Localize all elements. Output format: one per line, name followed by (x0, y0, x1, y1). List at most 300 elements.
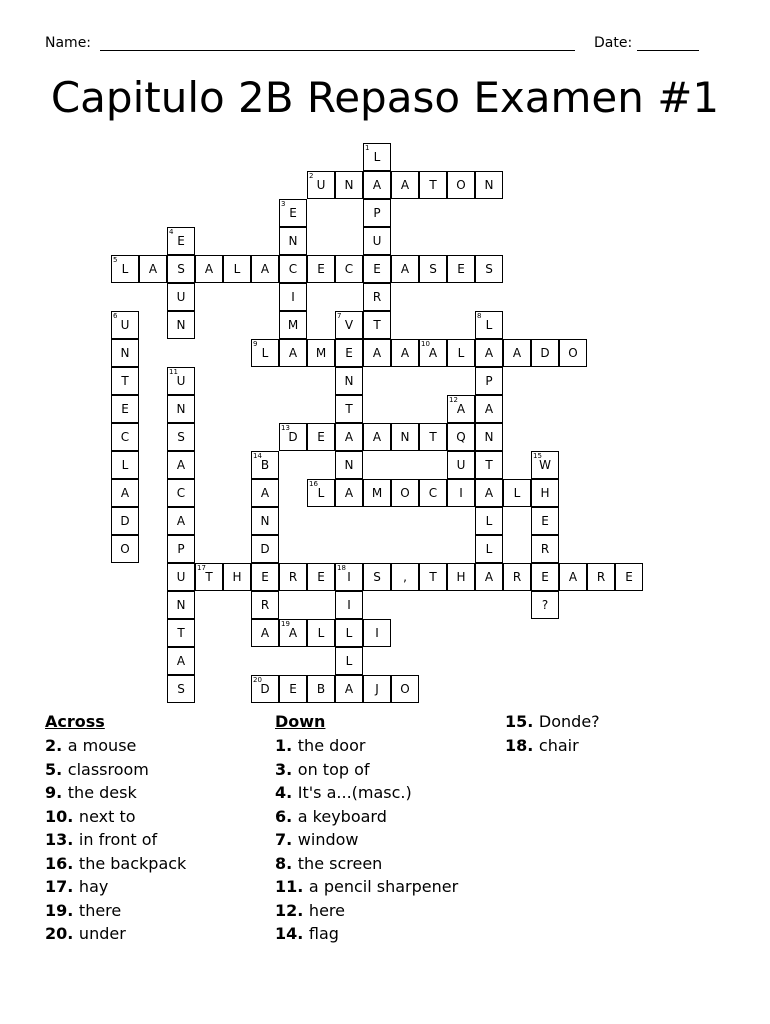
crossword-cell[interactable] (251, 507, 279, 535)
cell-letter: T (373, 318, 381, 332)
crossword-cell[interactable] (251, 255, 279, 283)
cell-letter: S (373, 570, 381, 584)
crossword-cell[interactable] (251, 479, 279, 507)
crossword-cell[interactable] (167, 255, 195, 283)
cell-letter: T (485, 458, 493, 472)
clue-text: hay (78, 877, 109, 896)
clue-num: 2. (45, 736, 68, 755)
crossword-cell[interactable] (447, 423, 475, 451)
cell-letter: C (428, 486, 438, 500)
crossword-cell[interactable] (279, 563, 307, 591)
cell-letter: Q (456, 430, 466, 444)
cell-letter: E (541, 514, 549, 528)
crossword-cell[interactable] (391, 479, 419, 507)
crossword-cell[interactable] (251, 535, 279, 563)
crossword-cell[interactable] (167, 479, 195, 507)
crossword-cell[interactable] (503, 479, 531, 507)
crossword-cell[interactable] (503, 339, 531, 367)
crossword-cell[interactable] (279, 255, 307, 283)
crossword-cell[interactable] (307, 423, 335, 451)
cell-letter: A (176, 654, 186, 668)
crossword-cell[interactable] (251, 563, 279, 591)
cell-letter: M (371, 486, 383, 500)
crossword-cell[interactable] (279, 619, 307, 647)
crossword-cell[interactable] (167, 423, 195, 451)
cell-letter: L (121, 262, 129, 276)
crossword-cell[interactable] (391, 171, 419, 199)
cell-letter: N (288, 234, 298, 248)
crossword-cell[interactable] (531, 507, 559, 535)
clue-item (275, 781, 458, 805)
cell-letter: A (400, 346, 410, 360)
crossword-cell[interactable] (167, 535, 195, 563)
clue-number: 3 (281, 200, 286, 208)
cell-letter: E (289, 682, 297, 696)
date-label: Date: (594, 35, 633, 51)
cell-letter: L (513, 486, 521, 500)
crossword-cell[interactable] (419, 423, 447, 451)
cell-letter: E (625, 570, 633, 584)
crossword-cell[interactable] (111, 451, 139, 479)
clue-num: 1. (275, 736, 298, 755)
cell-letter: N (484, 430, 494, 444)
crossword-cell[interactable] (363, 675, 391, 703)
crossword-cell[interactable] (447, 563, 475, 591)
crossword-cell[interactable] (391, 339, 419, 367)
crossword-cell[interactable] (279, 339, 307, 367)
crossword-cell[interactable] (223, 255, 251, 283)
crossword-cell[interactable] (475, 311, 503, 339)
cell-letter: N (260, 514, 270, 528)
crossword-cell[interactable] (447, 479, 475, 507)
crossword-cell[interactable] (363, 619, 391, 647)
cell-letter: I (347, 570, 351, 584)
crossword-cell[interactable] (335, 255, 363, 283)
clue-item (45, 758, 186, 782)
crossword-cell[interactable] (531, 591, 559, 619)
crossword-cell[interactable] (447, 255, 475, 283)
cell-letter: R (372, 290, 382, 304)
crossword-cell[interactable] (419, 171, 447, 199)
clue-number: 9 (253, 340, 258, 348)
crossword-cell[interactable] (475, 563, 503, 591)
crossword-cell[interactable] (587, 563, 615, 591)
cell-letter: O (400, 486, 410, 500)
cell-letter: M (287, 318, 299, 332)
crossword-cell[interactable] (111, 395, 139, 423)
crossword-cell[interactable] (391, 675, 419, 703)
cell-letter: A (120, 486, 130, 500)
cell-letter: H (540, 486, 550, 500)
cell-letter: A (512, 346, 522, 360)
down-clues-continued (505, 710, 600, 757)
cell-letter: A (484, 346, 494, 360)
crossword-cell[interactable] (335, 647, 363, 675)
crossword-cell[interactable] (475, 479, 503, 507)
cell-letter: N (176, 598, 186, 612)
crossword-cell[interactable] (419, 339, 447, 367)
crossword-cell[interactable] (363, 311, 391, 339)
clue-text: next to (78, 806, 136, 826)
cell-letter: , (403, 570, 407, 584)
clue-num: 5. (45, 759, 68, 779)
clue-number: 2 (309, 172, 314, 180)
clue-number: 18 (337, 564, 346, 572)
cell-letter: N (344, 178, 354, 192)
cell-letter: B (316, 682, 326, 696)
cell-letter: N (176, 318, 186, 332)
page-title: Capitulo 2B Repaso Examen #1 (50, 73, 720, 122)
cell-letter: E (457, 262, 465, 276)
cell-letter: T (429, 570, 437, 584)
crossword-cell[interactable] (167, 563, 195, 591)
across-clues (45, 710, 186, 946)
crossword-cell[interactable] (279, 199, 307, 227)
crossword-cell[interactable] (475, 171, 503, 199)
crossword-cell[interactable] (335, 171, 363, 199)
clue-text: classroom (67, 759, 149, 779)
clue-num: 16. (45, 853, 79, 873)
cell-letter: L (345, 626, 353, 640)
cell-letter: D (260, 682, 270, 696)
crossword-cell[interactable] (279, 423, 307, 451)
clue-item (45, 781, 186, 805)
clue-num: 18. (505, 735, 539, 755)
crossword-cell[interactable] (335, 423, 363, 451)
crossword-cell[interactable] (531, 339, 559, 367)
crossword-cell[interactable] (475, 255, 503, 283)
crossword-cell[interactable] (419, 479, 447, 507)
crossword-cell[interactable] (363, 143, 391, 171)
crossword-cell[interactable] (335, 619, 363, 647)
cell-letter: A (288, 626, 298, 640)
clue-text: the backpack (78, 853, 187, 873)
clue-item (275, 734, 458, 758)
crossword-cell[interactable] (475, 339, 503, 367)
crossword-cell[interactable] (503, 563, 531, 591)
crossword-cell[interactable] (335, 367, 363, 395)
clue-text: a mouse (67, 736, 137, 755)
cell-letter: E (317, 570, 325, 584)
cell-letter: A (484, 486, 494, 500)
cell-letter: N (400, 430, 410, 444)
cell-letter: U (176, 290, 186, 304)
cell-letter: A (176, 514, 186, 528)
crossword-cell[interactable] (475, 395, 503, 423)
clue-item (45, 875, 186, 899)
cell-letter: U (176, 374, 186, 388)
cell-letter: T (121, 374, 129, 388)
crossword-cell[interactable] (559, 563, 587, 591)
clue-item (275, 805, 458, 829)
clue-num: 4. (275, 783, 298, 802)
clue-item (45, 828, 186, 852)
clue-number: 4 (169, 228, 174, 236)
cell-letter: C (120, 430, 130, 444)
crossword-cell[interactable] (531, 479, 559, 507)
clue-number: 7 (337, 312, 342, 320)
crossword-cell[interactable] (335, 311, 363, 339)
crossword-cell[interactable] (335, 395, 363, 423)
crossword-cell[interactable] (167, 675, 195, 703)
crossword-cell[interactable] (167, 311, 195, 339)
clue-num: 3. (275, 759, 298, 779)
crossword-cell[interactable] (195, 563, 223, 591)
name-label: Name: (45, 35, 92, 51)
cell-letter: D (288, 430, 298, 444)
across-heading: Across (45, 712, 105, 731)
crossword-cell[interactable] (363, 227, 391, 255)
cell-letter: E (373, 262, 381, 276)
clue-text: in front of (78, 830, 158, 849)
crossword-cell[interactable] (419, 255, 447, 283)
clue-number: 15 (533, 452, 542, 460)
crossword-cell[interactable] (307, 563, 335, 591)
crossword-cell[interactable] (279, 675, 307, 703)
clue-num: 19. (45, 900, 79, 920)
cell-letter: A (484, 402, 494, 416)
crossword-cell[interactable] (363, 283, 391, 311)
cell-letter: M (315, 346, 327, 360)
cell-letter: A (372, 430, 382, 444)
crossword-cell[interactable] (363, 479, 391, 507)
crossword-cell[interactable] (307, 675, 335, 703)
clue-num: 20. (45, 924, 79, 943)
cell-letter: P (485, 374, 493, 388)
crossword-cell[interactable] (223, 563, 251, 591)
crossword-cell[interactable] (307, 619, 335, 647)
cell-letter: S (485, 262, 493, 276)
crossword-cell[interactable] (111, 507, 139, 535)
crossword-cell[interactable] (419, 563, 447, 591)
crossword-cell[interactable] (307, 339, 335, 367)
crossword-cell[interactable] (391, 255, 419, 283)
crossword-cell[interactable] (111, 367, 139, 395)
clue-text: It's a...(masc.) (297, 783, 412, 802)
clue-number: 14 (253, 452, 262, 460)
crossword-cell[interactable] (475, 423, 503, 451)
clue-text: under (78, 924, 126, 943)
crossword-cell[interactable] (559, 339, 587, 367)
crossword-cell[interactable] (475, 507, 503, 535)
crossword-cell[interactable] (111, 311, 139, 339)
crossword-cell[interactable] (363, 199, 391, 227)
crossword-cell[interactable] (335, 563, 363, 591)
cell-letter: U (316, 178, 326, 192)
clue-text: Donde? (538, 712, 600, 731)
clue-item (505, 734, 600, 758)
cell-letter: R (288, 570, 298, 584)
clue-text: on top of (297, 759, 370, 779)
crossword-cell[interactable] (475, 367, 503, 395)
crossword-cell[interactable] (167, 507, 195, 535)
crossword-cell[interactable] (307, 479, 335, 507)
cell-letter: A (148, 262, 158, 276)
crossword-cell[interactable] (167, 591, 195, 619)
clue-num: 13. (45, 830, 79, 849)
crossword-cell[interactable] (531, 451, 559, 479)
clue-num: 17. (45, 877, 79, 896)
crossword-cell[interactable] (615, 563, 643, 591)
cell-letter: L (345, 654, 353, 668)
crossword-cell[interactable] (251, 339, 279, 367)
clue-number: 6 (113, 312, 118, 320)
cell-letter: L (457, 346, 465, 360)
cell-letter: A (344, 430, 354, 444)
crossword-cell[interactable] (167, 367, 195, 395)
crossword-cell[interactable] (111, 423, 139, 451)
cell-letter: I (347, 598, 351, 612)
cell-letter: D (120, 514, 130, 528)
cell-letter: L (485, 514, 493, 528)
cell-letter: A (260, 486, 270, 500)
cell-letter: ? (541, 598, 549, 612)
clue-num: 11. (275, 877, 309, 896)
crossword-cell[interactable] (167, 227, 195, 255)
crossword-cell[interactable] (279, 283, 307, 311)
cell-letter: R (596, 570, 606, 584)
crossword-cell[interactable] (475, 535, 503, 563)
cell-letter: A (260, 626, 270, 640)
cell-letter: B (260, 458, 270, 472)
clue-number: 17 (197, 564, 206, 572)
cell-letter: T (177, 626, 185, 640)
cell-letter: I (459, 486, 463, 500)
crossword-cell[interactable] (279, 311, 307, 339)
crossword-cell[interactable] (111, 479, 139, 507)
cell-letter: D (540, 346, 550, 360)
clue-text: the desk (67, 783, 137, 802)
cell-letter: S (177, 430, 185, 444)
crossword-cell[interactable] (363, 339, 391, 367)
cell-letter: A (344, 486, 354, 500)
cell-letter: N (344, 374, 354, 388)
clue-item (275, 828, 458, 852)
crossword-cell[interactable] (111, 255, 139, 283)
crossword-cell[interactable] (531, 563, 559, 591)
crossword-cell[interactable] (167, 647, 195, 675)
clue-num: 12. (275, 900, 309, 920)
crossword-cell[interactable] (531, 535, 559, 563)
crossword-cell[interactable] (111, 535, 139, 563)
clue-text: window (297, 830, 359, 849)
cell-letter: L (121, 458, 129, 472)
crossword-cell[interactable] (167, 395, 195, 423)
crossword-cell[interactable] (167, 451, 195, 479)
cell-letter: L (317, 626, 325, 640)
crossword-cell[interactable] (167, 619, 195, 647)
crossword-cell[interactable] (335, 451, 363, 479)
crossword-cell[interactable] (167, 283, 195, 311)
cell-letter: U (176, 570, 186, 584)
clue-text: the door (297, 736, 366, 755)
crossword-cell[interactable] (475, 451, 503, 479)
cell-letter: O (568, 346, 578, 360)
cell-letter: E (261, 570, 269, 584)
crossword-cell[interactable] (363, 563, 391, 591)
crossword-cell[interactable] (307, 171, 335, 199)
crossword-cell[interactable] (307, 255, 335, 283)
cell-letter: A (428, 346, 438, 360)
crossword-cell[interactable] (251, 619, 279, 647)
crossword-cell[interactable] (335, 479, 363, 507)
clue-num: 14. (275, 924, 309, 943)
cell-letter: A (344, 682, 354, 696)
crossword-cell[interactable] (447, 451, 475, 479)
clue-item (275, 899, 458, 923)
crossword-cell[interactable] (447, 339, 475, 367)
cell-letter: T (345, 402, 353, 416)
cell-letter: T (429, 430, 437, 444)
clue-number: 5 (113, 256, 118, 264)
clue-item (275, 852, 458, 876)
crossword-cell[interactable] (335, 591, 363, 619)
cell-letter: A (372, 346, 382, 360)
clue-text: a pencil sharpener (308, 877, 459, 896)
down-clues (275, 710, 458, 946)
clue-text: there (78, 900, 122, 920)
cell-letter: U (456, 458, 466, 472)
crossword-cell[interactable] (447, 395, 475, 423)
clue-number: 11 (169, 368, 178, 376)
clue-text: flag (308, 924, 339, 943)
crossword-cell[interactable] (335, 339, 363, 367)
clue-text: a keyboard (297, 806, 387, 826)
cell-letter: N (484, 178, 494, 192)
cell-letter: N (344, 458, 354, 472)
crossword-cell[interactable] (391, 423, 419, 451)
cell-letter: E (541, 570, 549, 584)
clue-number: 1 (365, 144, 370, 152)
clue-item (45, 899, 186, 923)
cell-letter: L (233, 262, 241, 276)
crossword-cell[interactable] (251, 675, 279, 703)
crossword-cell[interactable] (391, 563, 419, 591)
cell-letter: A (260, 262, 270, 276)
cell-letter: E (177, 234, 185, 248)
cell-letter: P (373, 206, 381, 220)
cell-letter: D (260, 542, 270, 556)
clue-item (45, 922, 186, 946)
crossword-cell[interactable] (363, 423, 391, 451)
crossword-cell[interactable] (363, 255, 391, 283)
crossword-cell[interactable] (139, 255, 167, 283)
clue-item (45, 734, 186, 758)
clue-num: 10. (45, 806, 79, 826)
clue-num: 7. (275, 830, 298, 849)
clue-item (505, 710, 600, 734)
clue-number: 19 (281, 620, 290, 628)
crossword-cell[interactable] (111, 339, 139, 367)
cell-letter: J (375, 682, 379, 696)
crossword-cell[interactable] (335, 675, 363, 703)
clue-text: chair (538, 735, 579, 755)
cell-letter: A (288, 346, 298, 360)
cell-letter: E (121, 402, 129, 416)
cell-letter: O (120, 542, 130, 556)
crossword-cell[interactable] (195, 255, 223, 283)
cell-letter: L (485, 318, 493, 332)
cell-letter: R (512, 570, 522, 584)
clue-num: 15. (505, 712, 539, 731)
crossword-cell[interactable] (363, 171, 391, 199)
crossword-cell[interactable] (279, 227, 307, 255)
cell-letter: A (204, 262, 214, 276)
crossword-cell[interactable] (251, 591, 279, 619)
cell-letter: E (289, 206, 297, 220)
crossword-cell[interactable] (447, 171, 475, 199)
crossword-cell[interactable] (251, 451, 279, 479)
